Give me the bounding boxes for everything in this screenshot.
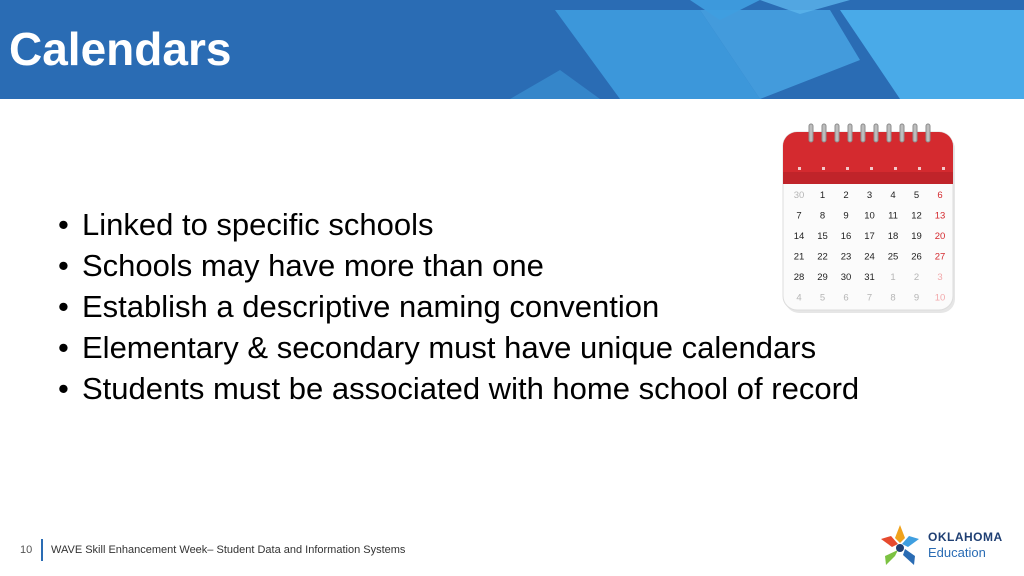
calendar-day-number: 24 — [864, 251, 875, 263]
calendar-day-number: 20 — [934, 231, 946, 242]
calendar-day-number: 25 — [887, 251, 899, 263]
calendar-day-number: 3 — [866, 190, 873, 201]
calendar-day-number: 11 — [888, 210, 898, 222]
calendar-day-number: 22 — [817, 251, 828, 263]
calendar-day-number: 26 — [911, 251, 922, 263]
calendar-header-dot — [918, 167, 921, 170]
calendar-day-number: 3 — [937, 272, 943, 283]
calendar-day-number: 8 — [890, 292, 896, 304]
calendar-header-dot — [846, 167, 849, 170]
calendar-day-number: 27 — [934, 251, 946, 263]
calendar-header-dot — [942, 167, 945, 170]
calendar-day-number: 10 — [934, 292, 946, 304]
calendar-day-number: 8 — [819, 210, 826, 222]
bullet-text: Students must be associated with home school of record — [82, 371, 860, 406]
calendar-day-number: 7 — [866, 292, 873, 304]
logo-text-oklahoma: OKLAHOMA — [928, 530, 1003, 544]
calendar-day-number: 2 — [843, 190, 849, 201]
calendar-day-number: 12 — [911, 210, 922, 222]
footer-divider — [41, 539, 43, 561]
oklahoma-education-logo — [878, 523, 1018, 569]
calendar-day-number: 30 — [840, 272, 852, 283]
calendar-ring — [900, 124, 904, 142]
star-logo-icon — [878, 523, 922, 569]
calendar-day-number: 9 — [913, 292, 920, 304]
calendar-day-number: 29 — [817, 272, 828, 283]
calendar-ring — [926, 124, 930, 142]
calendar-ring — [848, 124, 852, 142]
calendar-day-number: 1 — [819, 190, 826, 201]
calendar-icon — [780, 120, 960, 315]
calendar-day-number: 6 — [843, 292, 849, 304]
calendar-ring — [887, 124, 891, 142]
calendar-ring — [861, 124, 865, 142]
calendar-day-number: 13 — [934, 210, 946, 222]
bullet-dot-icon: • — [58, 207, 69, 242]
calendar-day-number: 31 — [864, 272, 875, 283]
bullet-item — [58, 327, 859, 368]
calendar-header-dot — [894, 167, 897, 170]
bullet-item — [58, 368, 859, 409]
bullet-dot-icon: • — [58, 289, 69, 324]
bullet-dot-icon: • — [58, 371, 69, 406]
calendar-day-number: 4 — [796, 292, 802, 304]
bullet-dot-icon: • — [58, 330, 69, 365]
bullet-text: Schools may have more than one — [82, 248, 544, 283]
calendar-day-number: 15 — [817, 231, 828, 242]
bullet-dot-icon: • — [58, 248, 69, 283]
calendar-day-number: 5 — [913, 190, 920, 201]
calendar-day-number: 28 — [793, 272, 805, 283]
calendar-day-number: 17 — [864, 231, 875, 242]
calendar-day-number: 21 — [793, 251, 805, 263]
calendar-ring — [809, 124, 813, 142]
calendar-ring — [822, 124, 826, 142]
calendar-day-number: 4 — [890, 190, 896, 201]
calendar-ring — [835, 124, 839, 142]
bullet-text: Linked to specific schools — [82, 207, 434, 242]
calendar-day-number: 10 — [864, 210, 875, 222]
calendar-ring — [874, 124, 878, 142]
calendar-day-number: 5 — [819, 292, 826, 304]
slide-title: Calendars — [9, 23, 232, 75]
calendar-header-dot — [822, 167, 825, 170]
calendar-header-dot — [798, 167, 801, 170]
calendar-day-number: 19 — [911, 231, 922, 242]
calendar-day-number: 2 — [913, 272, 920, 283]
calendar-day-number: 16 — [840, 231, 852, 242]
bullet-text: Elementary & secondary must have unique calendars — [82, 330, 817, 365]
calendar-day-number: 30 — [793, 190, 805, 201]
logo-text-education: Education — [928, 545, 986, 560]
bullet-item — [58, 245, 859, 286]
calendar-day-number: 6 — [937, 190, 943, 201]
bullet-text: Establish a descriptive naming convention — [82, 289, 660, 324]
calendar-day-number: 7 — [796, 210, 802, 222]
footer-text: WAVE Skill Enhancement Week– Student Data and Information Systems — [51, 544, 406, 556]
page-number: 10 — [20, 544, 33, 556]
calendar-day-number: 23 — [840, 251, 852, 263]
header-bar — [0, 0, 1024, 99]
calendar-day-number: 18 — [887, 231, 899, 242]
calendar-day-number: 9 — [843, 210, 849, 222]
calendar-header-dot — [870, 167, 873, 170]
calendar-day-number: 14 — [793, 231, 805, 242]
calendar-day-number: 1 — [890, 272, 896, 283]
bullet-item — [58, 286, 859, 327]
calendar-ring — [913, 124, 917, 142]
bullet-item — [58, 204, 859, 245]
bullet-list — [58, 204, 859, 409]
